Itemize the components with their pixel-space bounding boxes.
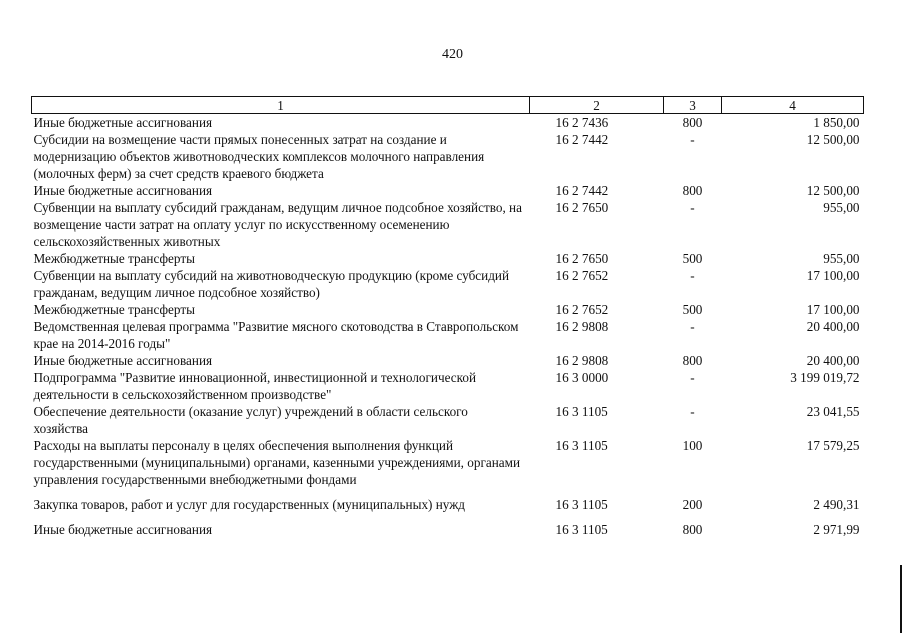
table-row: [32, 403, 864, 437]
row-type: 100: [682, 438, 703, 453]
table-row: [32, 131, 864, 182]
page-number: 420: [442, 47, 463, 62]
row-code: 16 3 1105: [555, 522, 608, 537]
row-name: Подпрограмма "Развитие инновационной, инвестиционной и технологической деятельности в сельскохозяйственном производстве": [33, 370, 477, 402]
row-amount: 17 100,00: [806, 302, 860, 317]
row-amount: 12 500,00: [806, 183, 860, 198]
row-type: -: [690, 268, 695, 283]
row-name: Ведомственная целевая программа "Развитие мясного скотоводства в Ставропольском крае на 2014-2016 годы": [33, 319, 519, 351]
row-type: -: [690, 200, 695, 215]
table-row: [32, 114, 864, 132]
row-code: 16 3 1105: [555, 497, 608, 512]
table-header-row: [32, 97, 864, 114]
row-name: Расходы на выплаты персоналу в целях обеспечения выполнения функций государственными (муниципальными) органами, казенными учреждениями, органами управления государственными внебюджетными фондами: [33, 438, 521, 487]
row-amount: 955,00: [823, 251, 860, 266]
row-name: Обеспечение деятельности (оказание услуг) учреждений в области сельского хозяйства: [33, 404, 468, 436]
table-row: [32, 437, 864, 488]
row-amount: 2 971,99: [813, 522, 860, 537]
row-type: -: [690, 132, 695, 147]
table-row: [32, 301, 864, 318]
row-type: -: [690, 319, 695, 334]
row-amount: 12 500,00: [806, 132, 860, 147]
row-amount: 1 850,00: [813, 115, 860, 130]
row-amount: 2 490,31: [813, 497, 860, 512]
table-row: [32, 182, 864, 199]
row-type: 800: [682, 115, 703, 130]
row-amount: 20 400,00: [806, 353, 860, 368]
row-code: 16 3 1105: [555, 404, 608, 419]
table-row: [32, 250, 864, 267]
row-type: 800: [682, 183, 703, 198]
table-row: [32, 267, 864, 301]
table-row: [32, 199, 864, 250]
row-code: 16 2 9808: [555, 353, 609, 368]
column-header-amount: 4: [722, 97, 864, 114]
row-code: 16 2 7650: [555, 200, 609, 215]
row-code: 16 2 9808: [555, 319, 609, 334]
row-name: Иные бюджетные ассигнования: [33, 522, 213, 537]
row-type: 500: [682, 251, 703, 266]
column-header-code: 2: [530, 97, 664, 114]
row-name: Иные бюджетные ассигнования: [33, 115, 213, 130]
row-code: 16 2 7436: [555, 115, 609, 130]
row-name: Иные бюджетные ассигнования: [33, 183, 213, 198]
table-row: [32, 352, 864, 369]
row-type: 500: [682, 302, 703, 317]
row-code: 16 2 7442: [555, 132, 609, 147]
row-amount: 17 100,00: [806, 268, 860, 283]
row-amount: 955,00: [823, 200, 860, 215]
row-code: 16 2 7650: [555, 251, 609, 266]
column-header-type: 3: [664, 97, 722, 114]
page-edge-line: [900, 565, 902, 633]
row-name: Иные бюджетные ассигнования: [33, 353, 213, 368]
row-name: Субвенции на выплату субсидий на животноводческую продукцию (кроме субсидий гражданам, ведущим личное подсобное хозяйство): [33, 268, 510, 300]
row-type: -: [690, 404, 695, 419]
row-code: 16 3 1105: [555, 438, 608, 453]
row-amount: 23 041,55: [806, 404, 860, 419]
row-code: 16 2 7652: [555, 302, 609, 317]
row-type: 800: [682, 353, 703, 368]
row-amount: 3 199 019,72: [790, 370, 860, 385]
column-header-name: 1: [32, 97, 530, 114]
row-name: Субвенции на выплату субсидий гражданам, ведущим личное подсобное хозяйство, на возмещение части затрат на оплату услуг по искусственному осеменению сельскохозяйственных животных: [33, 200, 522, 249]
row-amount: 20 400,00: [806, 319, 860, 334]
row-type: 200: [682, 497, 703, 512]
row-name: Межбюджетные трансферты: [33, 251, 195, 266]
row-amount: 17 579,25: [806, 438, 860, 453]
row-name: Межбюджетные трансферты: [33, 302, 195, 317]
row-type: -: [690, 370, 695, 385]
table-row: [32, 513, 864, 538]
row-type: 800: [682, 522, 703, 537]
row-code: 16 3 0000: [555, 370, 609, 385]
row-name: Субсидии на возмещение части прямых понесенных затрат на создание и модернизацию объектов животноводческих комплексов молочного направления (молочных ферм) за счет средств краевого бюджета: [33, 132, 485, 181]
table-row: [32, 369, 864, 403]
table-row: [32, 488, 864, 513]
table-row: [32, 318, 864, 352]
row-name: Закупка товаров, работ и услуг для государственных (муниципальных) нужд: [33, 497, 466, 512]
budget-table: [31, 96, 864, 538]
row-code: 16 2 7442: [555, 183, 609, 198]
row-code: 16 2 7652: [555, 268, 609, 283]
